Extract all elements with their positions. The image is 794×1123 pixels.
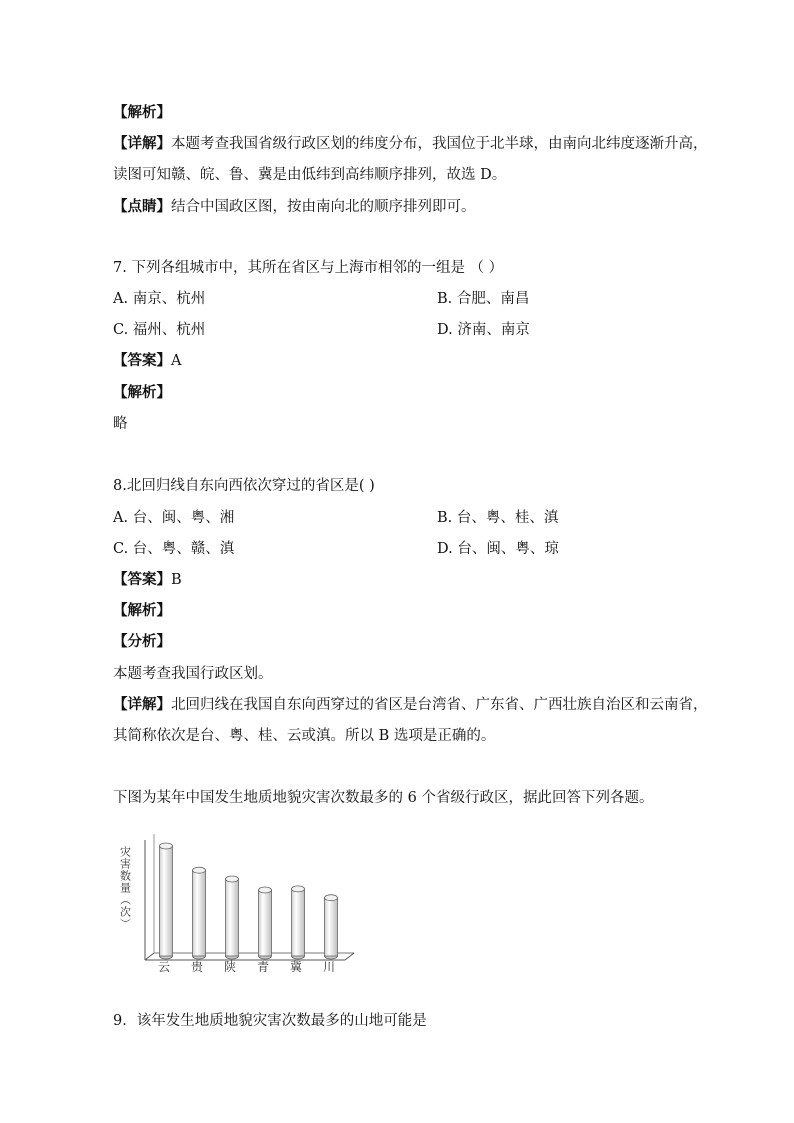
q7-answer-value: A bbox=[171, 353, 182, 369]
prev-detail-line1 bbox=[113, 134, 708, 154]
prev-dianjing bbox=[113, 197, 476, 217]
prev-dianjing-text: 结合中国政区图，按由南向北的顺序排列即可。 bbox=[171, 199, 476, 215]
prev-dianjing-tag: 【点睛】 bbox=[113, 198, 171, 215]
prev-detail-text1: 本题考查我国省级行政区划的纬度分布，我国位于北半球，由南向北纬度逐渐升高， bbox=[171, 136, 708, 152]
q8-option-b: B. 台、粤、桂、滇 bbox=[437, 510, 559, 526]
q7-jiexi-tag: 【解析】 bbox=[113, 384, 171, 401]
q8-detail-line1 bbox=[113, 695, 708, 715]
y-axis-label: 灾害数量（次） bbox=[118, 846, 132, 930]
prev-detail-tag: 【详解】 bbox=[113, 135, 171, 152]
q7-question: 7. 下列各组城市中，其所在省区与上海市相邻的一组是 （ ） bbox=[113, 260, 504, 276]
q8-answer bbox=[113, 570, 182, 590]
q7-jiexi-text: 略 bbox=[113, 416, 128, 432]
q8-fenxi-text: 本题考查我国行政区划。 bbox=[113, 666, 273, 682]
chart-frame bbox=[145, 834, 354, 960]
q9-question: 9．该年发生地质地貌灾害次数最多的山地可能是 bbox=[113, 1013, 427, 1029]
x-tick-青: 青 bbox=[256, 960, 270, 972]
q8-detail-line2: 其简称依次是台、粤、桂、云或滇。所以 B 选项是正确的。 bbox=[113, 728, 496, 744]
q8-detail-tag: 【详解】 bbox=[113, 696, 171, 713]
q8-answer-tag: 【答案】 bbox=[113, 571, 171, 588]
q8-fenxi-tag: 【分析】 bbox=[113, 633, 171, 650]
disaster-bar-chart bbox=[110, 832, 360, 972]
q8-question: 8.北回归线自东向西依次穿过的省区是( ) bbox=[113, 478, 375, 494]
q8-detail-text1: 北回归线在我国自东向西穿过的省区是台湾省、广东省、广西壮族自治区和云南省， bbox=[171, 697, 708, 713]
q7-option-c: C. 福州、杭州 bbox=[113, 322, 206, 338]
q8-option-d: D. 台、闽、粤、琼 bbox=[437, 541, 559, 557]
x-tick-贵: 贵 bbox=[190, 960, 204, 972]
q8-option-c: C. 台、粤、赣、滇 bbox=[113, 541, 235, 557]
bar-贵 bbox=[193, 867, 206, 959]
intro-text: 下图为某年中国发生地质地貌灾害次数最多的 6 个省级行政区，据此回答下列各题。 bbox=[113, 790, 654, 806]
x-tick-冀: 冀 bbox=[289, 960, 303, 972]
q8-jiexi-tag: 【解析】 bbox=[113, 602, 171, 619]
q8-answer-value: B bbox=[171, 572, 182, 588]
q7-option-a: A. 南京、杭州 bbox=[113, 291, 206, 307]
q7-option-d: D. 济南、南京 bbox=[437, 322, 530, 338]
prev-jiexi-tag: 【解析】 bbox=[113, 104, 171, 121]
bar-陕 bbox=[226, 876, 239, 959]
bar-冀 bbox=[292, 886, 305, 959]
bar-川 bbox=[325, 895, 338, 959]
q8-option-a: A. 台、闽、粤、湘 bbox=[113, 510, 235, 526]
bar-青 bbox=[259, 887, 272, 959]
q7-option-b: B. 合肥、南昌 bbox=[437, 291, 530, 307]
q7-answer bbox=[113, 351, 181, 371]
prev-detail-line2: 读图可知赣、皖、鲁、冀是由低纬到高纬顺序排列，故选 D。 bbox=[113, 167, 507, 183]
bar-云 bbox=[160, 843, 173, 959]
x-tick-云: 云 bbox=[157, 960, 171, 972]
q7-answer-tag: 【答案】 bbox=[113, 352, 171, 369]
x-tick-陕: 陕 bbox=[223, 960, 237, 972]
x-tick-川: 川 bbox=[322, 960, 336, 972]
